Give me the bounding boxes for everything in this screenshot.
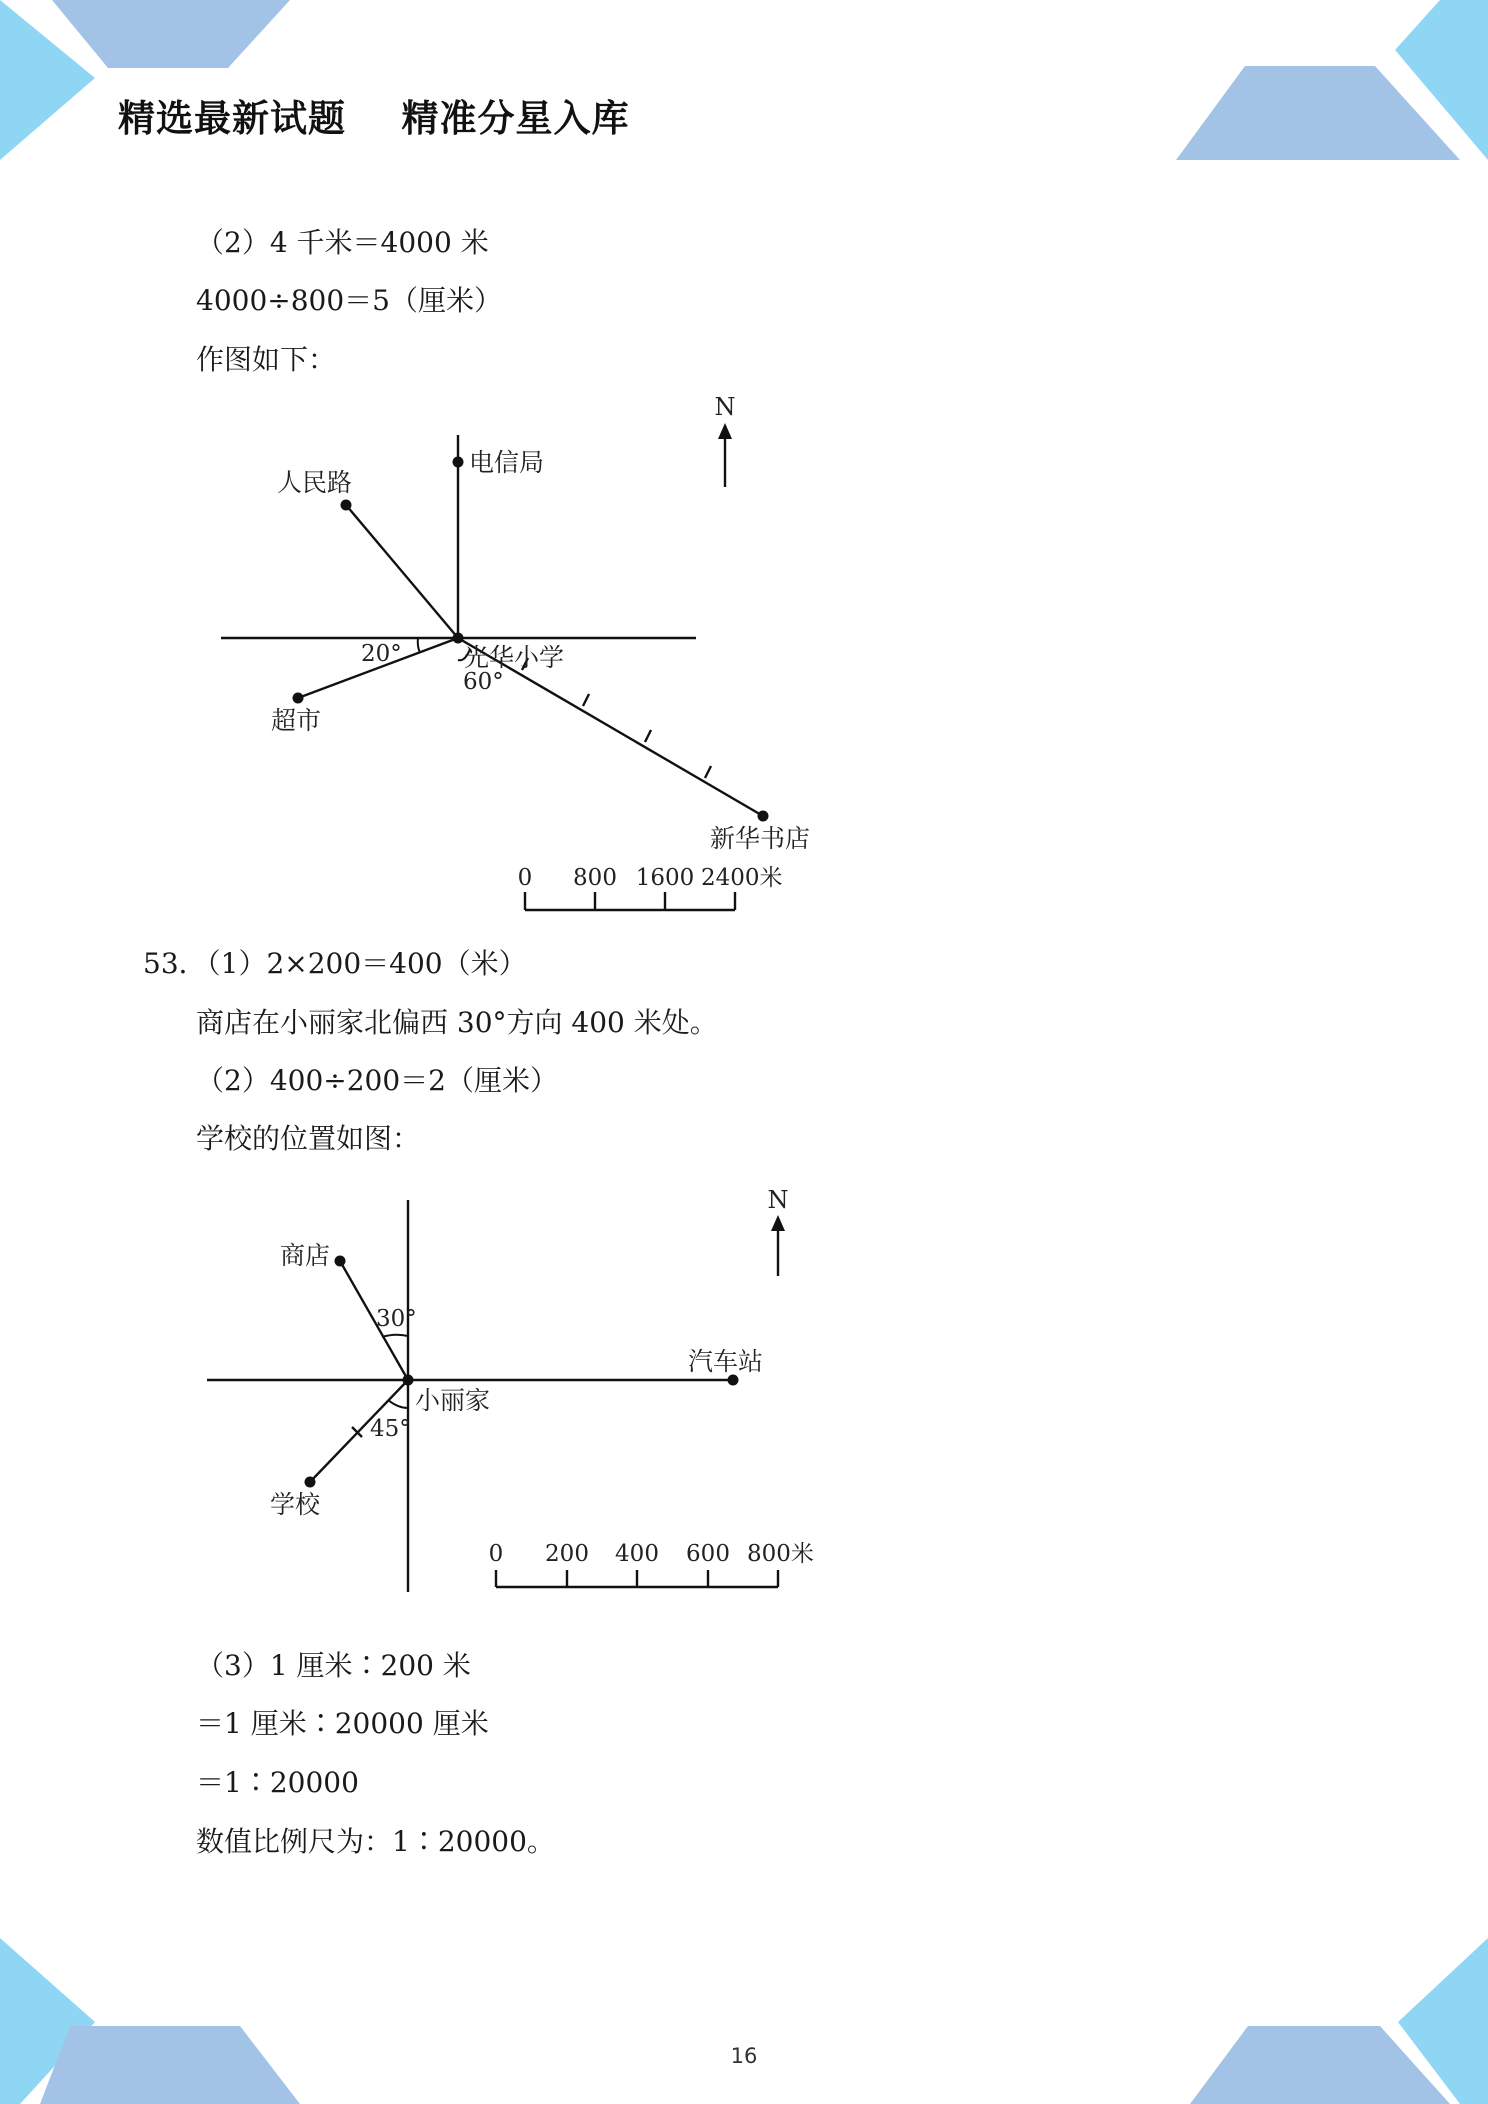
label-home: 小丽家 bbox=[415, 1386, 491, 1415]
angle-30-arc bbox=[382, 1335, 408, 1337]
tick-mark bbox=[583, 694, 589, 706]
point-bookstore bbox=[758, 811, 769, 822]
point-home bbox=[403, 1375, 414, 1386]
north-label: N bbox=[767, 1186, 789, 1214]
scale-bar bbox=[525, 892, 735, 910]
label-shop: 商店 bbox=[280, 1241, 331, 1270]
scale-tick-label: 0 bbox=[517, 865, 533, 891]
label-angle-60: 60° bbox=[463, 669, 504, 695]
point-shop bbox=[335, 1256, 346, 1267]
point-school bbox=[305, 1477, 316, 1488]
point-telecom bbox=[453, 457, 464, 468]
point-supermarket bbox=[293, 693, 304, 704]
label-bus-station: 汽车站 bbox=[688, 1347, 764, 1376]
top-left-dark-trapezoid bbox=[52, 0, 290, 68]
point-renmin-road bbox=[341, 500, 352, 511]
scale-tick-label: 1600 bbox=[635, 865, 695, 891]
header-title: 精选最新试题 精准分星入库 bbox=[118, 97, 630, 140]
north-arrow-head bbox=[718, 423, 732, 439]
label-supermarket: 超市 bbox=[271, 706, 322, 735]
line-to-renmin-road bbox=[346, 505, 458, 638]
angle-20-arc bbox=[418, 638, 420, 653]
label-school: 光华小学 bbox=[464, 643, 565, 672]
scale-tick-label: 0 bbox=[488, 1541, 504, 1567]
page-number: 16 bbox=[730, 2044, 758, 2068]
text-line: （2）400÷200＝2（厘米） bbox=[196, 1064, 558, 1097]
text-line: ＝1∶20000 bbox=[196, 1766, 359, 1799]
scale-tick-label: 800 bbox=[573, 865, 617, 891]
scale-bar bbox=[496, 1570, 778, 1587]
north-label: N bbox=[714, 393, 736, 421]
point-school bbox=[453, 633, 464, 644]
text-line: （2）4 千米＝4000 米 bbox=[196, 226, 489, 259]
scale-tick-label: 600 bbox=[686, 1541, 730, 1567]
text-line: 商店在小丽家北偏西 30°方向 400 米处。 bbox=[196, 1006, 718, 1039]
label-school: 学校 bbox=[270, 1490, 321, 1519]
scale-tick-label: 200 bbox=[545, 1541, 589, 1567]
top-right-dark-trapezoid bbox=[1176, 66, 1460, 160]
north-arrow-head bbox=[771, 1215, 785, 1231]
scale-tick-label: 800米 bbox=[747, 1541, 814, 1567]
angle-45-arc bbox=[388, 1400, 408, 1408]
point-bus-station bbox=[728, 1375, 739, 1386]
scale-tick-label: 2400米 bbox=[701, 865, 783, 891]
text-line: 4000÷800＝5（厘米） bbox=[196, 284, 502, 317]
diagram-2 bbox=[180, 1180, 860, 1600]
text-line: 作图如下： bbox=[196, 343, 337, 376]
text-line: 学校的位置如图： bbox=[196, 1122, 421, 1155]
text-line: ＝1 厘米∶20000 厘米 bbox=[196, 1707, 489, 1740]
label-angle-30: 30° bbox=[376, 1306, 417, 1332]
text-line: 数值比例尺为：1∶20000。 bbox=[196, 1825, 555, 1858]
scale-tick-label: 400 bbox=[615, 1541, 659, 1567]
text-line: 53．（1）2×200＝400（米） bbox=[143, 947, 527, 980]
label-angle-20: 20° bbox=[361, 641, 402, 667]
text-line: （3）1 厘米∶200 米 bbox=[196, 1649, 471, 1682]
label-angle-45: 45° bbox=[370, 1416, 411, 1442]
tick-mark bbox=[645, 730, 651, 742]
tick-mark bbox=[705, 766, 711, 778]
diagram-1 bbox=[180, 385, 860, 925]
label-telecom: 电信局 bbox=[469, 448, 545, 477]
label-bookstore: 新华书店 bbox=[710, 824, 811, 853]
label-renmin-road: 人民路 bbox=[277, 468, 353, 497]
